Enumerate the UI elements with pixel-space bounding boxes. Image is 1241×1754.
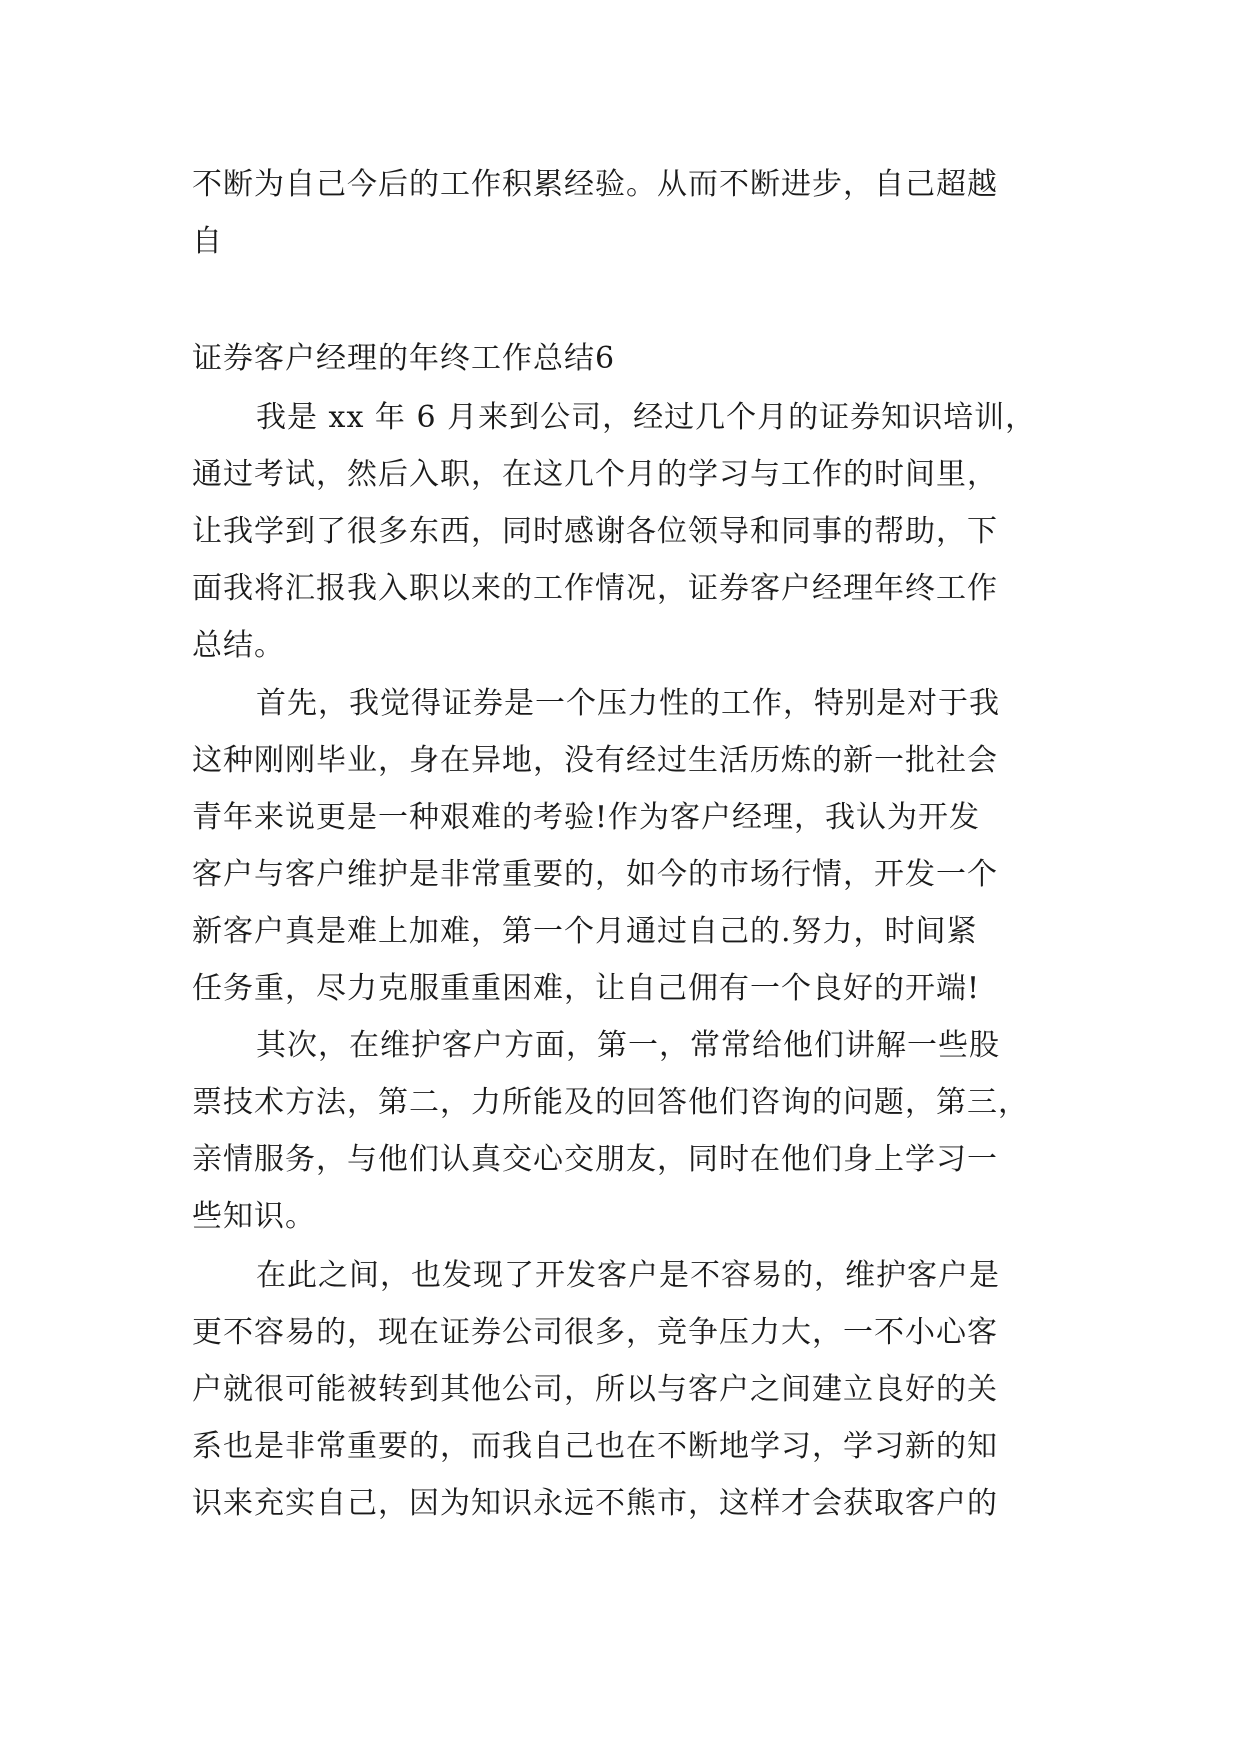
text-line: 青年来说更是一种艰难的考验!作为客户经理，我认为开发 bbox=[192, 800, 981, 835]
text-line: 些知识。 bbox=[192, 1199, 316, 1234]
text-line: 不断为自己今后的工作积累经验。从而不断进步，自己超越 bbox=[192, 167, 998, 202]
text-line: 任务重，尽力克服重重困难，让自己佣有一个良好的开端! bbox=[192, 971, 981, 1006]
text-line: 识来充实自己，因为知识永远不熊市，这样才会获取客户的 bbox=[192, 1486, 998, 1521]
text-line: 面我将汇报我入职以来的工作情况，证券客户经理年终工作 bbox=[192, 571, 998, 606]
paragraph-first-line: 我是 xx 年 6 月来到公司，经过几个月的证券知识培训， bbox=[256, 400, 1037, 435]
text-line: 总结。 bbox=[192, 628, 285, 663]
text-line: 更不容易的，现在证券公司很多，竞争压力大，一不小心客 bbox=[192, 1315, 998, 1350]
paragraph-first-line: 在此之间，也发现了开发客户是不容易的，维护客户是 bbox=[256, 1258, 1000, 1293]
section-heading: 证券客户经理的年终工作总结6 bbox=[192, 341, 616, 376]
text-line: 系也是非常重要的，而我自己也在不断地学习，学习新的知 bbox=[192, 1429, 998, 1464]
text-line: 通过考试，然后入职，在这几个月的学习与工作的时间里， bbox=[192, 457, 998, 492]
text-line: 新客户真是难上加难，第一个月通过自己的.努力，时间紧 bbox=[192, 914, 978, 949]
text-line: 自 bbox=[192, 224, 223, 259]
text-line: 亲情服务，与他们认真交心交朋友，同时在他们身上学习一 bbox=[192, 1142, 998, 1177]
paragraph-first-line: 首先，我觉得证券是一个压力性的工作，特别是对于我 bbox=[256, 686, 1000, 721]
text-line: 让我学到了很多东西，同时感谢各位领导和同事的帮助，下 bbox=[192, 514, 998, 549]
text-line: 客户与客户维护是非常重要的，如今的市场行情，开发一个 bbox=[192, 857, 998, 892]
text-line: 户就很可能被转到其他公司，所以与客户之间建立良好的关 bbox=[192, 1372, 998, 1407]
text-line: 这种刚刚毕业，身在异地，没有经过生活历炼的新一批社会 bbox=[192, 743, 998, 778]
paragraph-first-line: 其次，在维护客户方面，第一，常常给他们讲解一些股 bbox=[256, 1028, 1000, 1063]
text-line: 票技术方法，第二，力所能及的回答他们咨询的问题，第三， bbox=[192, 1085, 1029, 1120]
